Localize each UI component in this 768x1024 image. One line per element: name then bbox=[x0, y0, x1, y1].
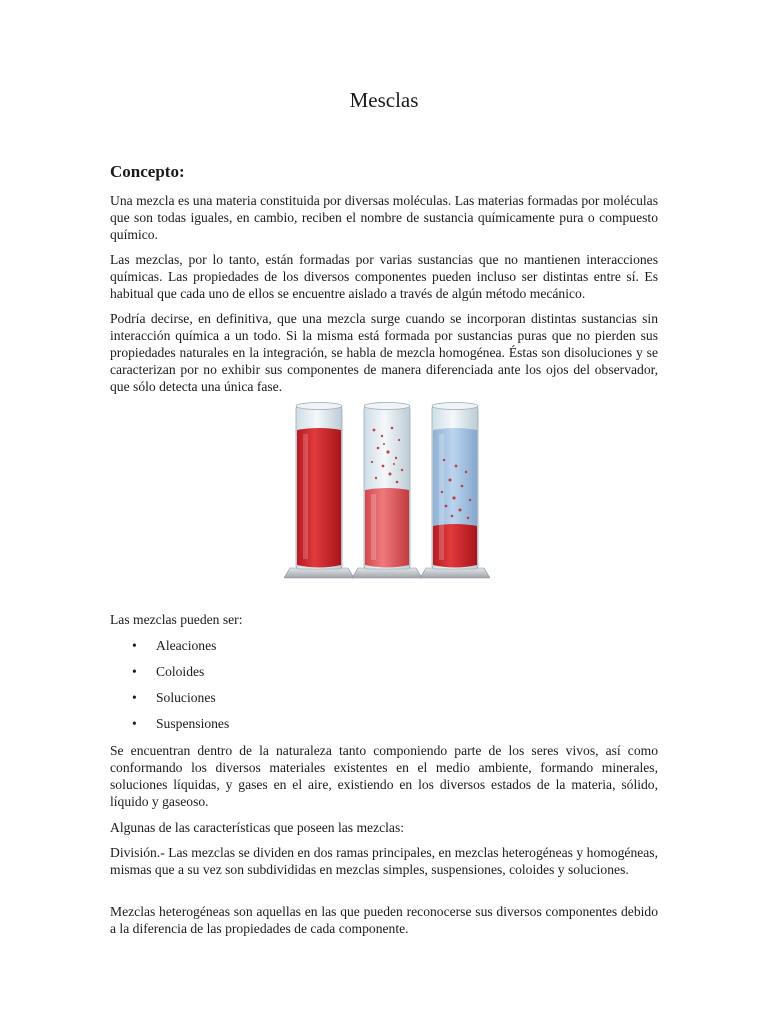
list-item bbox=[110, 662, 229, 688]
paragraph-division: División.- Las mezclas se dividen en dos ramas principales, en mezclas heterogéneas y homogéneas, mismas que a su vez son subdivididas en mezclas simples, suspensiones, coloides y soluciones. bbox=[110, 845, 658, 877]
list-item-label: Soluciones bbox=[156, 690, 216, 705]
mixture-types-list bbox=[110, 636, 229, 740]
paragraph-heterogeneous: Mezclas heterogéneas son aquellas en las que pueden reconocerse sus diversos componentes debido a la diferencia de las propiedades de cada componente. bbox=[110, 904, 658, 936]
paragraph-homogeneous: Podría decirse, en definitiva, que una mezcla surge cuando se incorporan distintas sustancias sin interacción química a un todo. Si la misma está formada por sustancias puras que no pierden sus propiedades naturales en la integración, se habla de mezcla homogénea. Éstas son disoluciones y se caracterizan por no exhibir sus componentes de manera diferenciada ante los ojos del observador, que sólo detecta una única fase. bbox=[110, 311, 658, 394]
document-title: Mesclas bbox=[349, 88, 419, 112]
cylinder-blue-suspension bbox=[420, 403, 490, 579]
paragraph-composition: Las mezclas, por lo tanto, están formadas por varias sustancias que no mantienen interacciones químicas. Las propiedades de los diversos componentes pueden incluso ser distintas entre sí. Es habitual que cada uno de ellos se encuentre aislado a través de algún método mecánico. bbox=[110, 252, 658, 301]
bullet-icon: • bbox=[132, 716, 137, 731]
bullet-icon: • bbox=[132, 638, 137, 653]
bullet-icon: • bbox=[132, 690, 137, 705]
cylinders-illustration bbox=[284, 400, 490, 582]
section-heading: Concepto: bbox=[110, 162, 185, 181]
cylinder-red-suspension bbox=[352, 403, 422, 579]
list-item-label: Suspensiones bbox=[156, 716, 230, 731]
list-item bbox=[110, 714, 229, 740]
list-item bbox=[110, 688, 229, 714]
paragraph-nature: Se encuentran dentro de la naturaleza tanto componiendo parte de los seres vivos, así como conformando los diversos materiales existentes en el medio ambiente, formando minerales, soluciones líquidas, y gases en el aire, existiendo en los diversos estados de la materia, sólido, líquido y gaseoso. bbox=[110, 743, 658, 809]
paragraph-definition: Una mezcla es una materia constituida por diversas moléculas. Las materias formadas por moléculas que son todas iguales, en cambio, reciben el nombre de sustancia químicamente pura o compuesto químico. bbox=[110, 193, 658, 242]
list-item-label: Coloides bbox=[156, 664, 205, 679]
list-item-label: Aleaciones bbox=[156, 638, 217, 653]
list-intro: Las mezclas pueden ser: bbox=[110, 612, 243, 627]
bullet-icon: • bbox=[132, 664, 137, 679]
cylinder-red-solution bbox=[284, 403, 354, 579]
list-item bbox=[110, 636, 229, 662]
paragraph-characteristics-intro: Algunas de las características que poseen las mezclas: bbox=[110, 820, 405, 835]
